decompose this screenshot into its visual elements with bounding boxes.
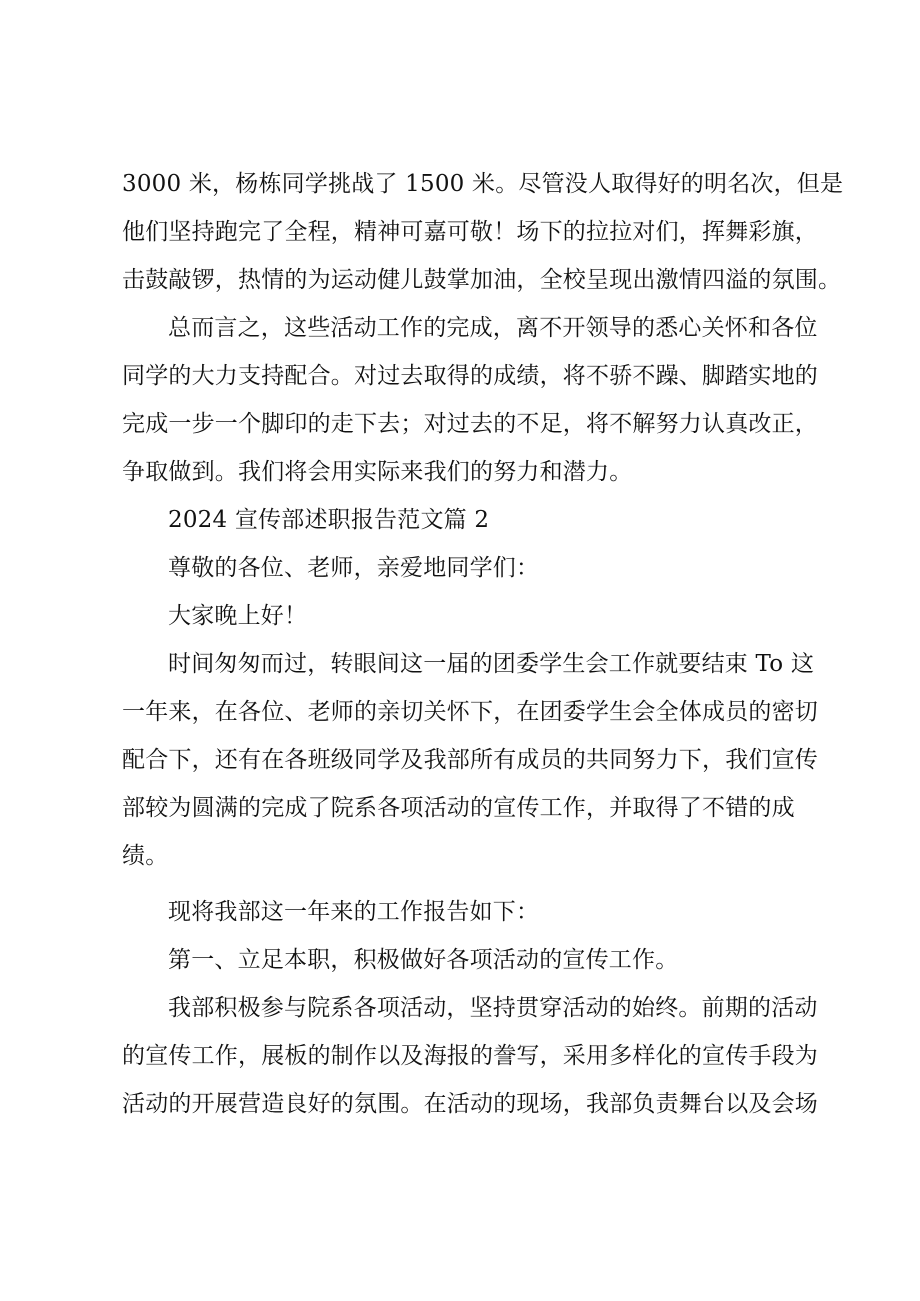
text-line: 争取做到。我们将会用实际来我们的努力和潜力。 xyxy=(122,459,633,485)
subsection-heading: 第一、立足本职，积极做好各项活动的宣传工作。 xyxy=(168,947,679,973)
text-line: 总而言之，这些活动工作的完成，离不开领导的悉心关怀和各位 xyxy=(168,315,818,341)
salutation: 尊敬的各位、老师，亲爱地同学们： xyxy=(168,555,540,581)
text-line: 活动的开展营造良好的氛围。在活动的现场，我部负责舞台以及会场 xyxy=(122,1091,818,1117)
text-line: 击鼓敲锣，热情的为运动健儿鼓掌加油，全校呈现出激情四溢的氛围。 xyxy=(122,267,842,293)
text-line: 3000 米，杨栋同学挑战了 1500 米。尽管没人取得好的明名次，但是 xyxy=(122,171,844,197)
text-line: 现将我部这一年来的工作报告如下： xyxy=(168,899,540,925)
text-line: 部较为圆满的完成了院系各项活动的宣传工作，并取得了不错的成 xyxy=(122,795,795,821)
text-line: 我部积极参与院系各项活动，坚持贯穿活动的始终。前期的活动 xyxy=(168,995,818,1021)
text-line: 同学的大力支持配合。对过去取得的成绩，将不骄不躁、脚踏实地的 xyxy=(122,363,818,389)
text-line: 完成一步一个脚印的走下去；对过去的不足，将不解努力认真改正， xyxy=(122,411,818,437)
text-line: 他们坚持跑完了全程，精神可嘉可敬！场下的拉拉对们，挥舞彩旗， xyxy=(122,219,818,245)
section-heading: 2024 宣传部述职报告范文篇 2 xyxy=(168,507,490,533)
text-line: 的宣传工作，展板的制作以及海报的誊写，采用多样化的宣传手段为 xyxy=(122,1043,818,1069)
text-line: 绩。 xyxy=(122,843,169,869)
text-line: 时间匆匆而过，转眼间这一届的团委学生会工作就要结束 To 这 xyxy=(168,651,815,677)
greeting: 大家晚上好！ xyxy=(168,603,308,629)
text-line: 配合下，还有在各班级同学及我部所有成员的共同努力下，我们宣传 xyxy=(122,747,818,773)
text-line: 一年来，在各位、老师的亲切关怀下，在团委学生会全体成员的密切 xyxy=(122,699,818,725)
